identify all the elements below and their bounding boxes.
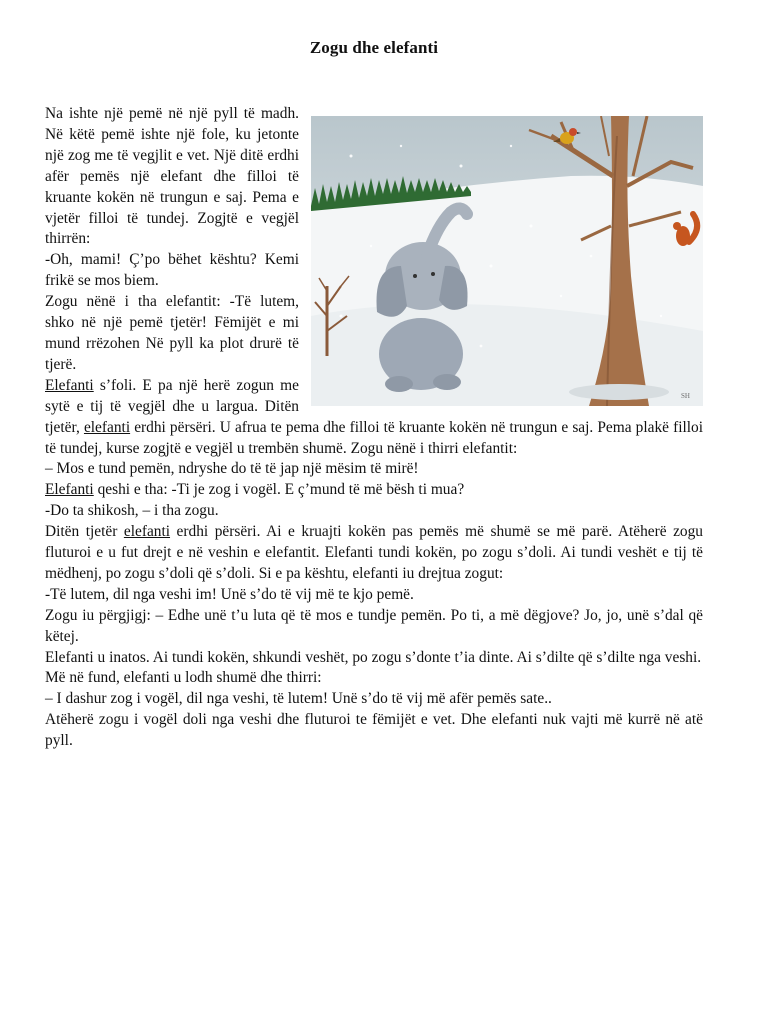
paragraph	[45, 710, 703, 752]
paragraph	[45, 606, 703, 648]
paragraph-text: qeshi e tha: -Ti je zog i vogël. E ç’mund të më bësh ti mua?	[93, 481, 465, 499]
paragraph-text: erdhi përsëri. Ai e kruajti kokën pas pemës më shumë se më parë. Atëherë zogu fluturoi e u fut drejt e në veshin e elefantit. Elefanti tundi kokën, po zogu s’doli. Ai tundi veshët e tij të mëdhenj, po zogu s’doli që s’doli. Si e pa kështu, elefanti iu drejtua zogut:	[45, 523, 703, 582]
paragraph	[45, 459, 703, 480]
illustration-svg	[311, 116, 703, 406]
paragraph-text: erdhi përsëri. U afrua te pema dhe filloi të kruante kokën në trungun e saj. Pema plakë filloi të tundej, kurse zogjtë e vegjël u trembën shumë. Zogu nënë i thirri elefantit:	[45, 418, 703, 457]
underlined-word: elefanti	[83, 418, 131, 436]
paragraph	[45, 689, 703, 710]
paragraph-text: -Do ta shikosh, – i tha zogu.	[45, 502, 219, 520]
paragraph	[45, 585, 703, 606]
paragraph-text: Na ishte një pemë në një pyll të madh. Në këtë pemë ishte një fole, ku jetonte një zog me të vegjlit e vet. Një ditë erdhi afër pemës një elefant dhe filloi të kruante kokën në trungun e saj. Pema e vjetër filloi të tundej. Zogjtë e vegjël thirrën:	[45, 105, 299, 248]
paragraph-text: s’foli. E pa një herë zogun me sytë e tij të vegjël dhe u largua. Ditën tjetër,	[45, 376, 299, 436]
paragraph-text: -Oh, mami! Ç’po bëhet kështu? Kemi frikë se mos biem.	[45, 251, 299, 290]
paragraph	[45, 522, 703, 585]
paragraph-text: – Mos e tund pemën, ndryshe do të të jap një mësim të mirë!	[45, 460, 419, 478]
paragraph-text: Elefanti u inatos. Ai tundi kokën, shkundi veshët, po zogu s’donte t’ia dinte. Ai s’dilte që s’dilte nga veshi.	[45, 648, 702, 666]
illustration-signature: SH	[681, 392, 690, 400]
paragraph-text: Zogu nënë i tha elefantit: -Të lutem, shko në një pemë tjetër! Fëmijët e mi mund rrëzohen Në pyll ka plot drurë të tjerë.	[45, 293, 299, 373]
paragraph	[45, 501, 703, 522]
paragraph-text: Më në fund, elefanti u lodh shumë dhe thirri:	[45, 669, 322, 687]
underlined-word: Elefanti	[45, 481, 94, 499]
story-illustration	[311, 116, 703, 406]
paragraph	[45, 668, 703, 689]
story-title: Zogu dhe elefanti	[309, 38, 439, 57]
paragraph-text: -Të lutem, dil nga veshi im! Unë s’do të vij më te kjo pemë.	[45, 585, 414, 603]
paragraph-text: Zogu iu përgjigj: – Edhe unë t’u luta që të mos e tundje pemën. Po ti, a më dëgjove? Jo, jo, unë s’dal që këtej.	[45, 606, 703, 645]
paragraph-text: Ditën tjetër	[45, 523, 124, 541]
paragraph-text: – I dashur zog i vogël, dil nga veshi, të lutem! Unë s’do të vij më afër pemës sate..	[45, 690, 552, 708]
underlined-word: Elefanti	[45, 376, 94, 394]
paragraph-text: Atëherë zogu i vogël doli nga veshi dhe fluturoi te fëmijët e vet. Dhe elefanti nuk vajti më kurrë në atë pyll.	[45, 711, 703, 750]
story-body	[45, 104, 703, 752]
paragraph	[45, 648, 703, 669]
paragraph	[45, 480, 703, 501]
underlined-word: elefanti	[123, 523, 171, 541]
